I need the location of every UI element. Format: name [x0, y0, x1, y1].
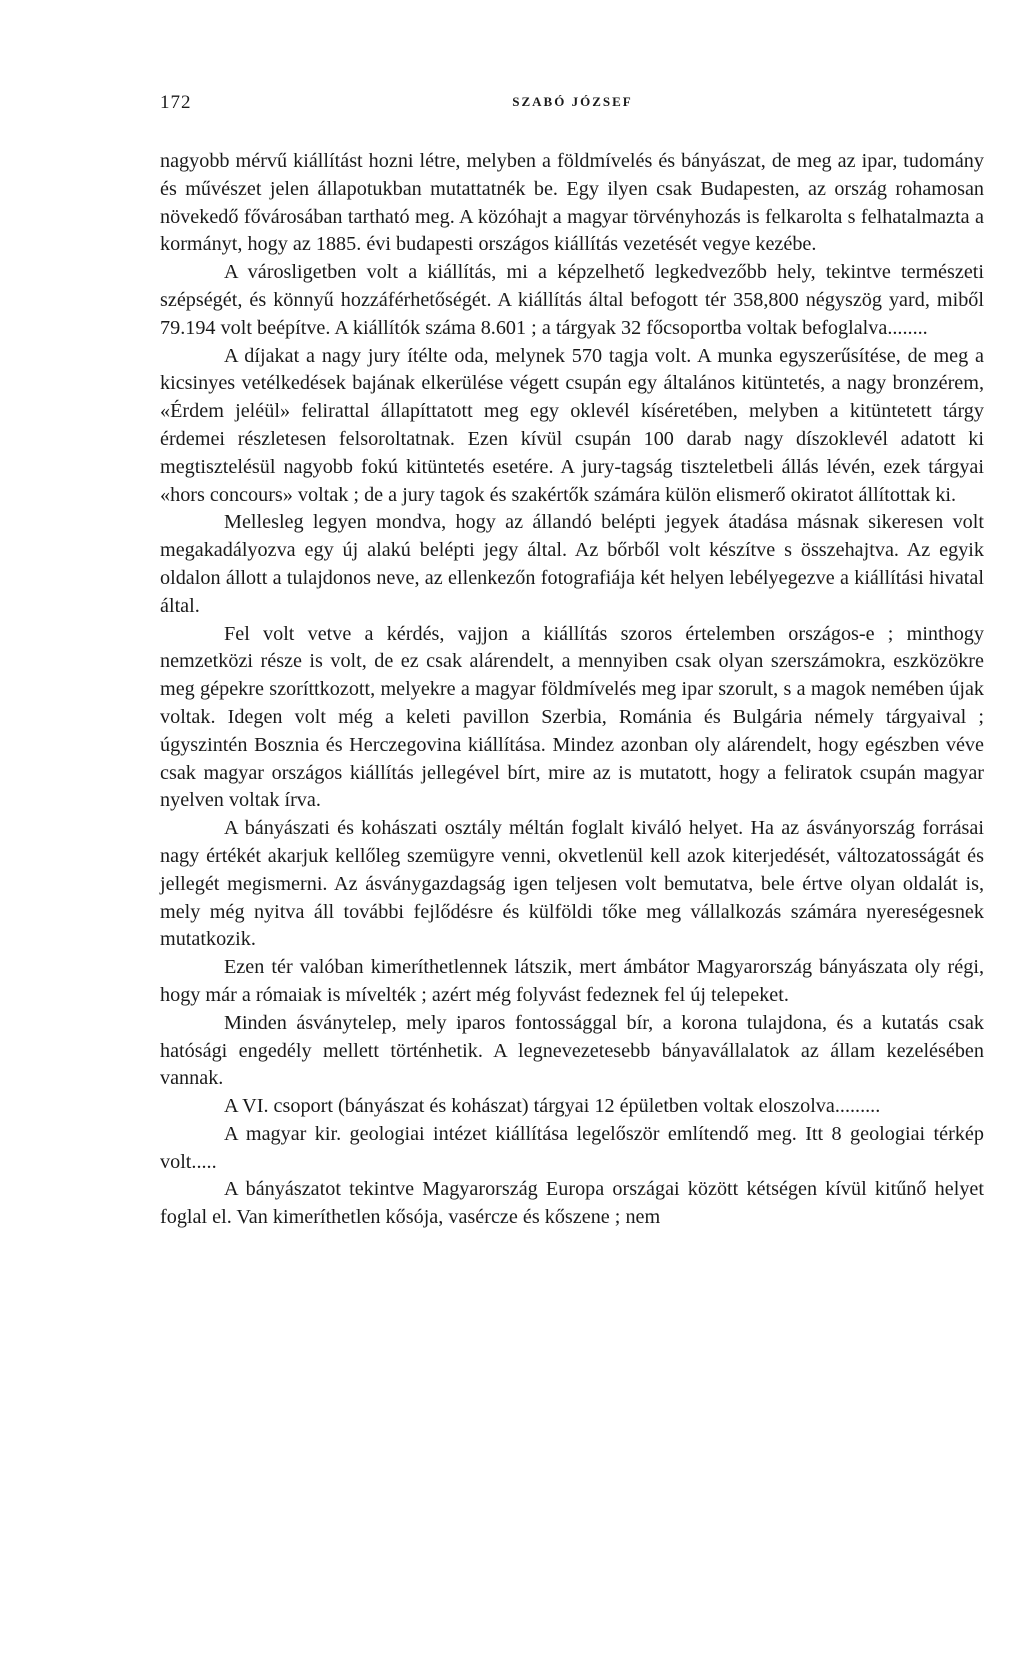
paragraph: A VI. csoport (bányászat és kohászat) tárgyai 12 épületben voltak eloszolva.........	[224, 1095, 881, 1118]
paragraph: A díjakat a nagy jury ítélte oda, melynek 570 tagja volt. A munka egyszerűsítése, de meg a kicsinyes vetélkedések bajának elkerülése végett csupán egy általános kitüntetés, a nagy bronzérem, «Érdem jeléül» felirattal állapíttatott meg egy oklevél kíséretében, melyben a kitüntetett tárgy érdemei részletesen felsoroltatnak. Ezen kívül csupán 100 darab nagy díszoklevél adatott ki megtisztelésül nagyobb fokú kitüntetés esetére. A jury-tagság tiszteletbeli állás lévén, ezek tárgyai «hors concours» voltak ; de a jury tagok és szakértők számára külön elismerő okiratot állítottak ki.	[160, 344, 984, 506]
paragraph: A városligetben volt a kiállítás, mi a képzelhető legkedvezőbb hely, tekintve természeti szépségét, és könnyű hozzáférhetőségét. A kiállítás által befogott tér 358,800 négyszög yard, miből 79.194 volt beépítve. A kiállítók száma 8.601 ; a tárgyak 32 főcsoportba voltak befoglalva........	[160, 261, 984, 339]
page-header	[160, 92, 985, 118]
running-head: SZABÓ JÓZSEF	[512, 94, 633, 109]
paragraph: Minden ásványtelep, mely iparos fontossággal bír, a korona tulajdona, és a kutatás csak hatósági engedély mellett történhetik. A legnevezetesebb bányavállalatok az állam kezelésében vannak.	[160, 1011, 984, 1090]
paragraph: A magyar kir. geologiai intézet kiállítása legelőször említendő meg. Itt 8 geologiai térkép volt.....	[160, 1122, 984, 1173]
paragraph: Fel volt vetve a kérdés, vajjon a kiállítás szoros értelemben országos-e ; minthogy nemzetközi része is volt, de ez csak alárendelt, a mennyiben csak olyan szerszámokra, eszközökre meg gépekre szoríttkozott, melyekre a magyar földmívelés meg ipar szorult, s a magok nemében újak voltak. Idegen volt még a keleti pavillon Szerbia, Románia és Bulgária némely tárgyaival ; úgyszintén Bosznia és Herczegovina kiállítása. Mindez azonban oly alárendelt, hogy egészben véve csak magyar országos kiállítás jellegével bírt, mire az is mutatott, hogy a feliratok csupán magyar nyelven voltak írva.	[160, 622, 984, 812]
page-number: 172	[160, 92, 192, 113]
paragraph: Ezen tér valóban kimeríthetlennek látszik, mert ámbátor Magyarország bányászata oly régi, hogy már a rómaiak is mívelték ; azért még folyvást fedeznek fel új telepeket.	[160, 956, 984, 1006]
paragraph: A bányászati és kohászati osztály méltán foglalt kiváló helyet. Ha az ásványország forrásai nagy értékét akarjuk kellőleg szemügyre venni, okvetlenül kell azok kiterjedését, változatosságát és jellegét megismerni. Az ásványgazdagság igen teljesen volt bemutatva, bele értve olyan oldalát is, mely még nyitva áll további fejlődésre és külföldi tőke meg vállalkozás számára nyereségesnek mutatkozik.	[160, 817, 984, 951]
body-text	[160, 148, 984, 1232]
paragraph: Mellesleg legyen mondva, hogy az állandó belépti jegyek átadása másnak sikeresen volt megakadályozva egy új alakú belépti jegy által. Az bőrből volt készítve s összehajtva. Az egyik oldalon állott a tulajdonos neve, az ellenkezőn fotografiája két helyen lebélyegezve a kiállítási hivatal által.	[160, 511, 984, 617]
paragraph: A bányászatot tekintve Magyarország Europa országai között kétségen kívül kitűnő helyet foglal el. Van kimeríthetlen kősója, vasércze és kőszene ; nem	[160, 1178, 984, 1229]
paragraph: nagyobb mérvű kiállítást hozni létre, melyben a földmívelés és bányászat, de meg az ipar, tudomány és művészet jelen állapotukban mutattatnék be. Egy ilyen csak Budapesten, az ország rohamosan növekedő fővárosában tartható meg. A közóhajt a magyar törvényhozás is felkarolta s felhatalmazta a kormányt, hogy az 1885. évi budapesti országos kiállítás vezetését vegye kezébe.	[160, 150, 984, 256]
